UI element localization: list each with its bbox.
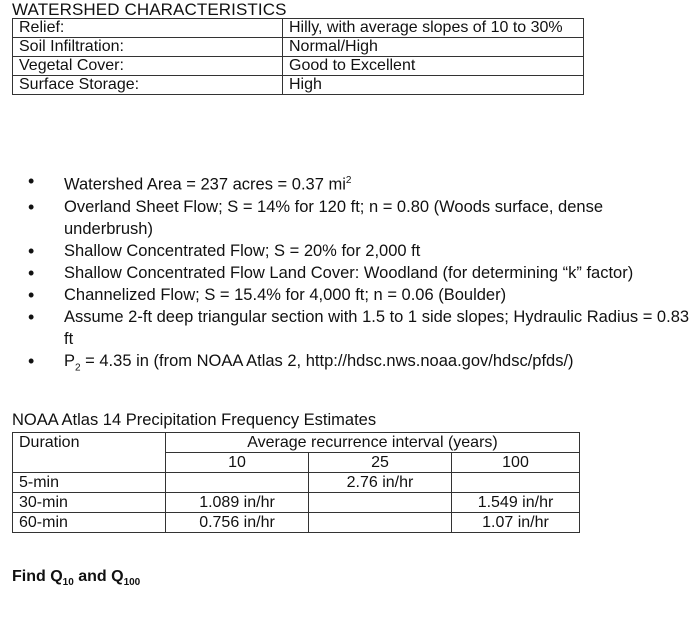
list-item: • Channelized Flow; S = 15.4% for 4,000 ft; n = 0.06 (Boulder) — [28, 284, 696, 306]
value-100-cell: 1.07 in/hr — [452, 513, 580, 533]
duration-cell: 60-min — [13, 513, 166, 533]
value-10-cell: 1.089 in/hr — [166, 493, 309, 513]
relief-value: Hilly, with average slopes of 10 to 30% — [283, 19, 584, 38]
table-row — [13, 76, 584, 95]
find-sub-100: 100 — [123, 577, 141, 589]
list-item: • Overland Sheet Flow; S = 14% for 120 ft; n = 0.80 (Woods surface, dense underbrush) — [28, 196, 696, 240]
col-25-header: 25 — [309, 453, 452, 473]
table-row — [13, 38, 584, 57]
notes-list — [28, 170, 696, 379]
table-row — [13, 19, 584, 38]
storage-value: High — [283, 76, 584, 95]
table-row — [13, 453, 580, 473]
noaa-title: NOAA Atlas 14 Precipitation Frequency Estimates — [12, 411, 377, 429]
list-item: • Shallow Concentrated Flow Land Cover: Woodland (for determining “k” factor) — [28, 262, 696, 284]
list-item — [28, 350, 696, 379]
empty-cell — [13, 453, 166, 473]
storage-label: Surface Storage: — [13, 76, 283, 95]
find-sub-10: 10 — [62, 577, 74, 589]
area-sup: 2 — [345, 175, 352, 186]
value-25-cell — [309, 513, 452, 533]
relief-label: Relief: — [13, 19, 283, 38]
table-row — [13, 513, 580, 533]
list-item — [28, 170, 696, 196]
table-row — [13, 493, 580, 513]
noaa-table — [12, 432, 580, 533]
watershed-title: WATERSHED CHARACTERISTICS — [12, 0, 287, 19]
duration-cell: 30-min — [13, 493, 166, 513]
list-item: • Assume 2-ft deep triangular section with 1.5 to 1 side slopes; Hydraulic Radius = 0.83 ft — [28, 306, 696, 350]
table-row — [13, 57, 584, 76]
table-row — [13, 433, 580, 453]
soil-label: Soil Infiltration: — [13, 38, 283, 57]
col-100-header: 100 — [452, 453, 580, 473]
watershed-table — [12, 18, 584, 95]
table-row — [13, 473, 580, 493]
p2-sub: 2 — [75, 361, 81, 373]
vegetal-value: Good to Excellent — [283, 57, 584, 76]
value-10-cell: 0.756 in/hr — [166, 513, 309, 533]
duration-cell: 5-min — [13, 473, 166, 493]
vegetal-label: Vegetal Cover: — [13, 57, 283, 76]
p2-p: P — [64, 351, 76, 370]
value-25-cell — [309, 493, 452, 513]
value-100-cell — [452, 473, 580, 493]
p2-text: = 4.35 in (from NOAA Atlas 2, http://hdsc.nws.noaa.gov/hdsc/pfds/) — [80, 351, 574, 370]
area-text: Watershed Area = 237 acres = 0.37 mi — [64, 175, 346, 194]
value-100-cell: 1.549 in/hr — [452, 493, 580, 513]
interval-header: Average recurrence interval (years) — [166, 433, 580, 453]
col-10-header: 10 — [166, 453, 309, 473]
find-mid: and Q — [73, 568, 124, 585]
duration-header: Duration — [13, 433, 166, 453]
value-25-cell: 2.76 in/hr — [309, 473, 452, 493]
find-prefix: Find Q — [12, 568, 63, 585]
find-prompt — [12, 568, 140, 588]
list-item: • Shallow Concentrated Flow; S = 20% for 2,000 ft — [28, 240, 696, 262]
soil-value: Normal/High — [283, 38, 584, 57]
value-10-cell — [166, 473, 309, 493]
